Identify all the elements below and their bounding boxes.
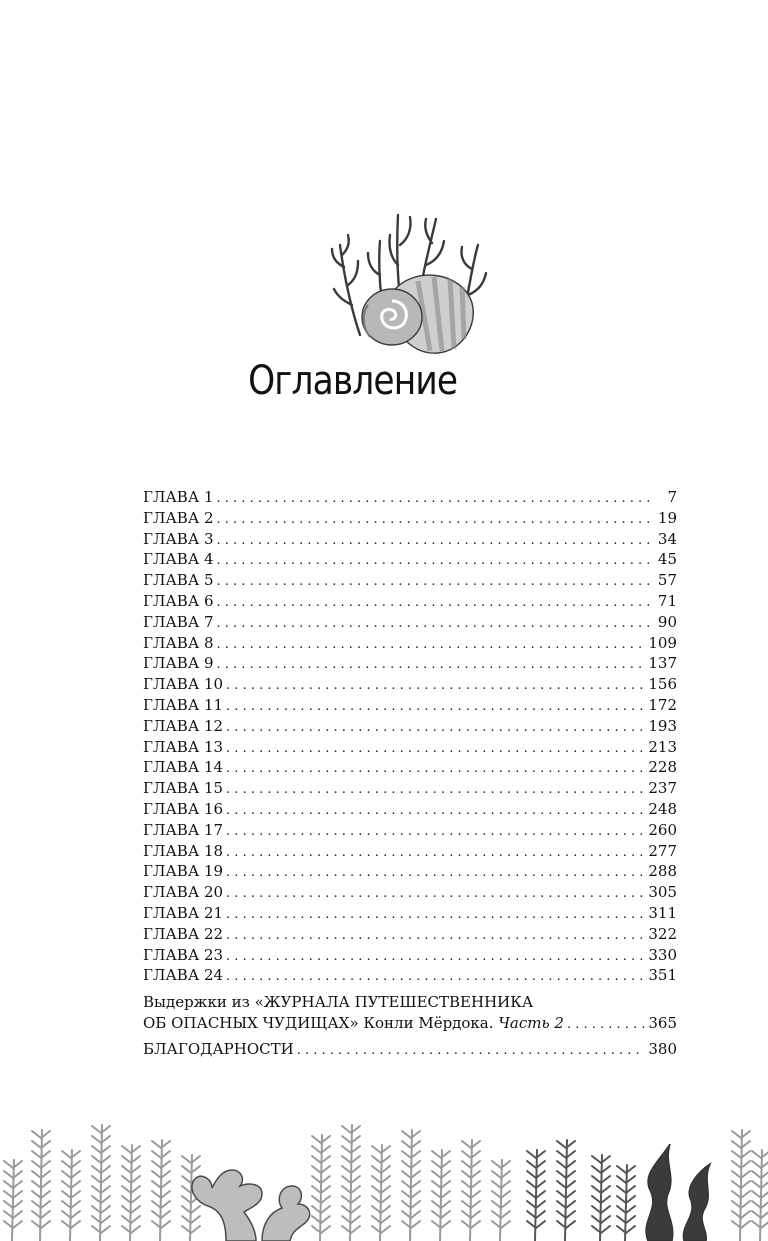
page-title: Оглавление [248, 358, 458, 404]
chapter-page-number: 193 [648, 716, 677, 735]
chapter-label: ГЛАВА 7 [143, 612, 214, 631]
excerpt-page-number: 365 [648, 1013, 677, 1032]
toc-entry [143, 529, 677, 550]
excerpt-title-line1: Выдержки из «ЖУРНАЛА ПУТЕШЕСТВЕННИКА [143, 993, 534, 1012]
leader-dots [226, 967, 645, 988]
leader-dots [226, 739, 645, 760]
leader-dots [217, 593, 654, 614]
chapter-label: ГЛАВА 17 [143, 820, 224, 839]
chapter-page-number: 351 [648, 966, 677, 985]
chapter-label: ГЛАВА 19 [143, 862, 224, 881]
toc-entry [143, 965, 677, 986]
toc-entry [143, 653, 677, 674]
toc-entry [143, 841, 677, 862]
chapter-page-number: 213 [648, 737, 677, 756]
table-of-contents [143, 487, 677, 1060]
chapter-page-number: 305 [648, 883, 677, 902]
leader-dots [297, 1041, 646, 1062]
leader-dots [217, 489, 654, 510]
leader-dots [226, 863, 645, 884]
chapter-label: ГЛАВА 11 [143, 695, 224, 714]
chapter-label: ГЛАВА 6 [143, 591, 214, 610]
toc-entry [143, 570, 677, 591]
chapter-label: ГЛАВА 10 [143, 675, 224, 694]
chapter-label: ГЛАВА 9 [143, 654, 214, 673]
leader-dots [567, 1015, 645, 1036]
chapter-page-number: 248 [648, 799, 677, 818]
chapter-page-number: 19 [657, 508, 677, 527]
chapter-page-number: 45 [657, 550, 677, 569]
excerpt-entry [143, 1013, 677, 1034]
chapter-label: ГЛАВА 3 [143, 529, 214, 548]
toc-entry [143, 612, 677, 633]
leader-dots [226, 780, 645, 801]
toc-entry [143, 924, 677, 945]
acknowledgements-label: БЛАГОДАРНОСТИ [143, 1039, 294, 1058]
leader-dots [217, 614, 654, 635]
toc-entry [143, 716, 677, 737]
toc-entry [143, 487, 677, 508]
chapter-label: ГЛАВА 5 [143, 571, 214, 590]
toc-entry [143, 508, 677, 529]
chapter-page-number: 260 [648, 820, 677, 839]
leader-dots [217, 510, 654, 531]
leader-dots [217, 551, 654, 572]
toc-entry [143, 799, 677, 820]
chapter-page-number: 137 [648, 654, 677, 673]
leader-dots [217, 572, 654, 593]
seaweed-border-illustration [0, 1120, 768, 1241]
chapter-label: ГЛАВА 22 [143, 924, 224, 943]
chapter-label: ГЛАВА 16 [143, 799, 224, 818]
chapter-label: ГЛАВА 4 [143, 550, 214, 569]
chapter-list [143, 487, 677, 986]
chapter-page-number: 71 [657, 591, 677, 610]
chapter-label: ГЛАВА 1 [143, 488, 214, 506]
shell-coral-illustration [322, 205, 492, 357]
chapter-page-number: 311 [648, 903, 677, 922]
chapter-page-number: 57 [657, 571, 677, 590]
toc-entry [143, 882, 677, 903]
toc-entry [143, 674, 677, 695]
chapter-label: ГЛАВА 18 [143, 841, 224, 860]
acknowledgements-entry [143, 1039, 677, 1060]
leader-dots [226, 718, 645, 739]
chapter-page-number: 156 [648, 675, 677, 694]
chapter-page-number: 172 [648, 695, 677, 714]
toc-entry [143, 861, 677, 882]
leader-dots [226, 822, 645, 843]
leader-dots [226, 926, 645, 947]
chapter-label: ГЛАВА 12 [143, 716, 224, 735]
excerpt-part: Часть 2 [498, 1013, 564, 1032]
excerpt-title-line2: ОБ ОПАСНЫХ ЧУДИЩАХ» Конли Мёрдока. [143, 1013, 494, 1032]
toc-entry [143, 820, 677, 841]
leader-dots [226, 801, 645, 822]
leader-dots [217, 655, 646, 676]
chapter-label: ГЛАВА 2 [143, 508, 214, 527]
leader-dots [226, 905, 645, 926]
chapter-label: ГЛАВА 24 [143, 966, 224, 985]
chapter-page-number: 109 [648, 633, 677, 652]
toc-entry [143, 549, 677, 570]
chapter-page-number: 228 [648, 758, 677, 777]
toc-entry [143, 737, 677, 758]
leader-dots [226, 884, 645, 905]
chapter-page-number: 330 [648, 945, 677, 964]
toc-entry [143, 903, 677, 924]
leader-dots [217, 531, 654, 552]
chapter-label: ГЛАВА 15 [143, 779, 224, 798]
acknowledgements-page-number: 380 [648, 1039, 677, 1058]
leader-dots [226, 676, 645, 697]
toc-entry [143, 633, 677, 654]
leader-dots [226, 843, 645, 864]
chapter-label: ГЛАВА 14 [143, 758, 224, 777]
toc-entry [143, 945, 677, 966]
toc-entry [143, 695, 677, 716]
chapter-label: ГЛАВА 23 [143, 945, 224, 964]
chapter-label: ГЛАВА 13 [143, 737, 224, 756]
leader-dots [226, 759, 645, 780]
chapter-label: ГЛАВА 21 [143, 903, 224, 922]
chapter-page-number: 277 [648, 841, 677, 860]
chapter-page-number: 322 [648, 924, 677, 943]
chapter-label: ГЛАВА 8 [143, 633, 214, 652]
leader-dots [226, 947, 645, 968]
chapter-page-number: 90 [657, 612, 677, 631]
chapter-page-number: 34 [657, 529, 677, 548]
chapter-page-number: 237 [648, 779, 677, 798]
toc-entry [143, 757, 677, 778]
leader-dots [226, 697, 645, 718]
chapter-page-number: 7 [667, 488, 677, 506]
toc-entry [143, 778, 677, 799]
chapter-label: ГЛАВА 20 [143, 883, 224, 902]
chapter-page-number: 288 [648, 862, 677, 881]
leader-dots [217, 635, 646, 656]
toc-entry [143, 591, 677, 612]
